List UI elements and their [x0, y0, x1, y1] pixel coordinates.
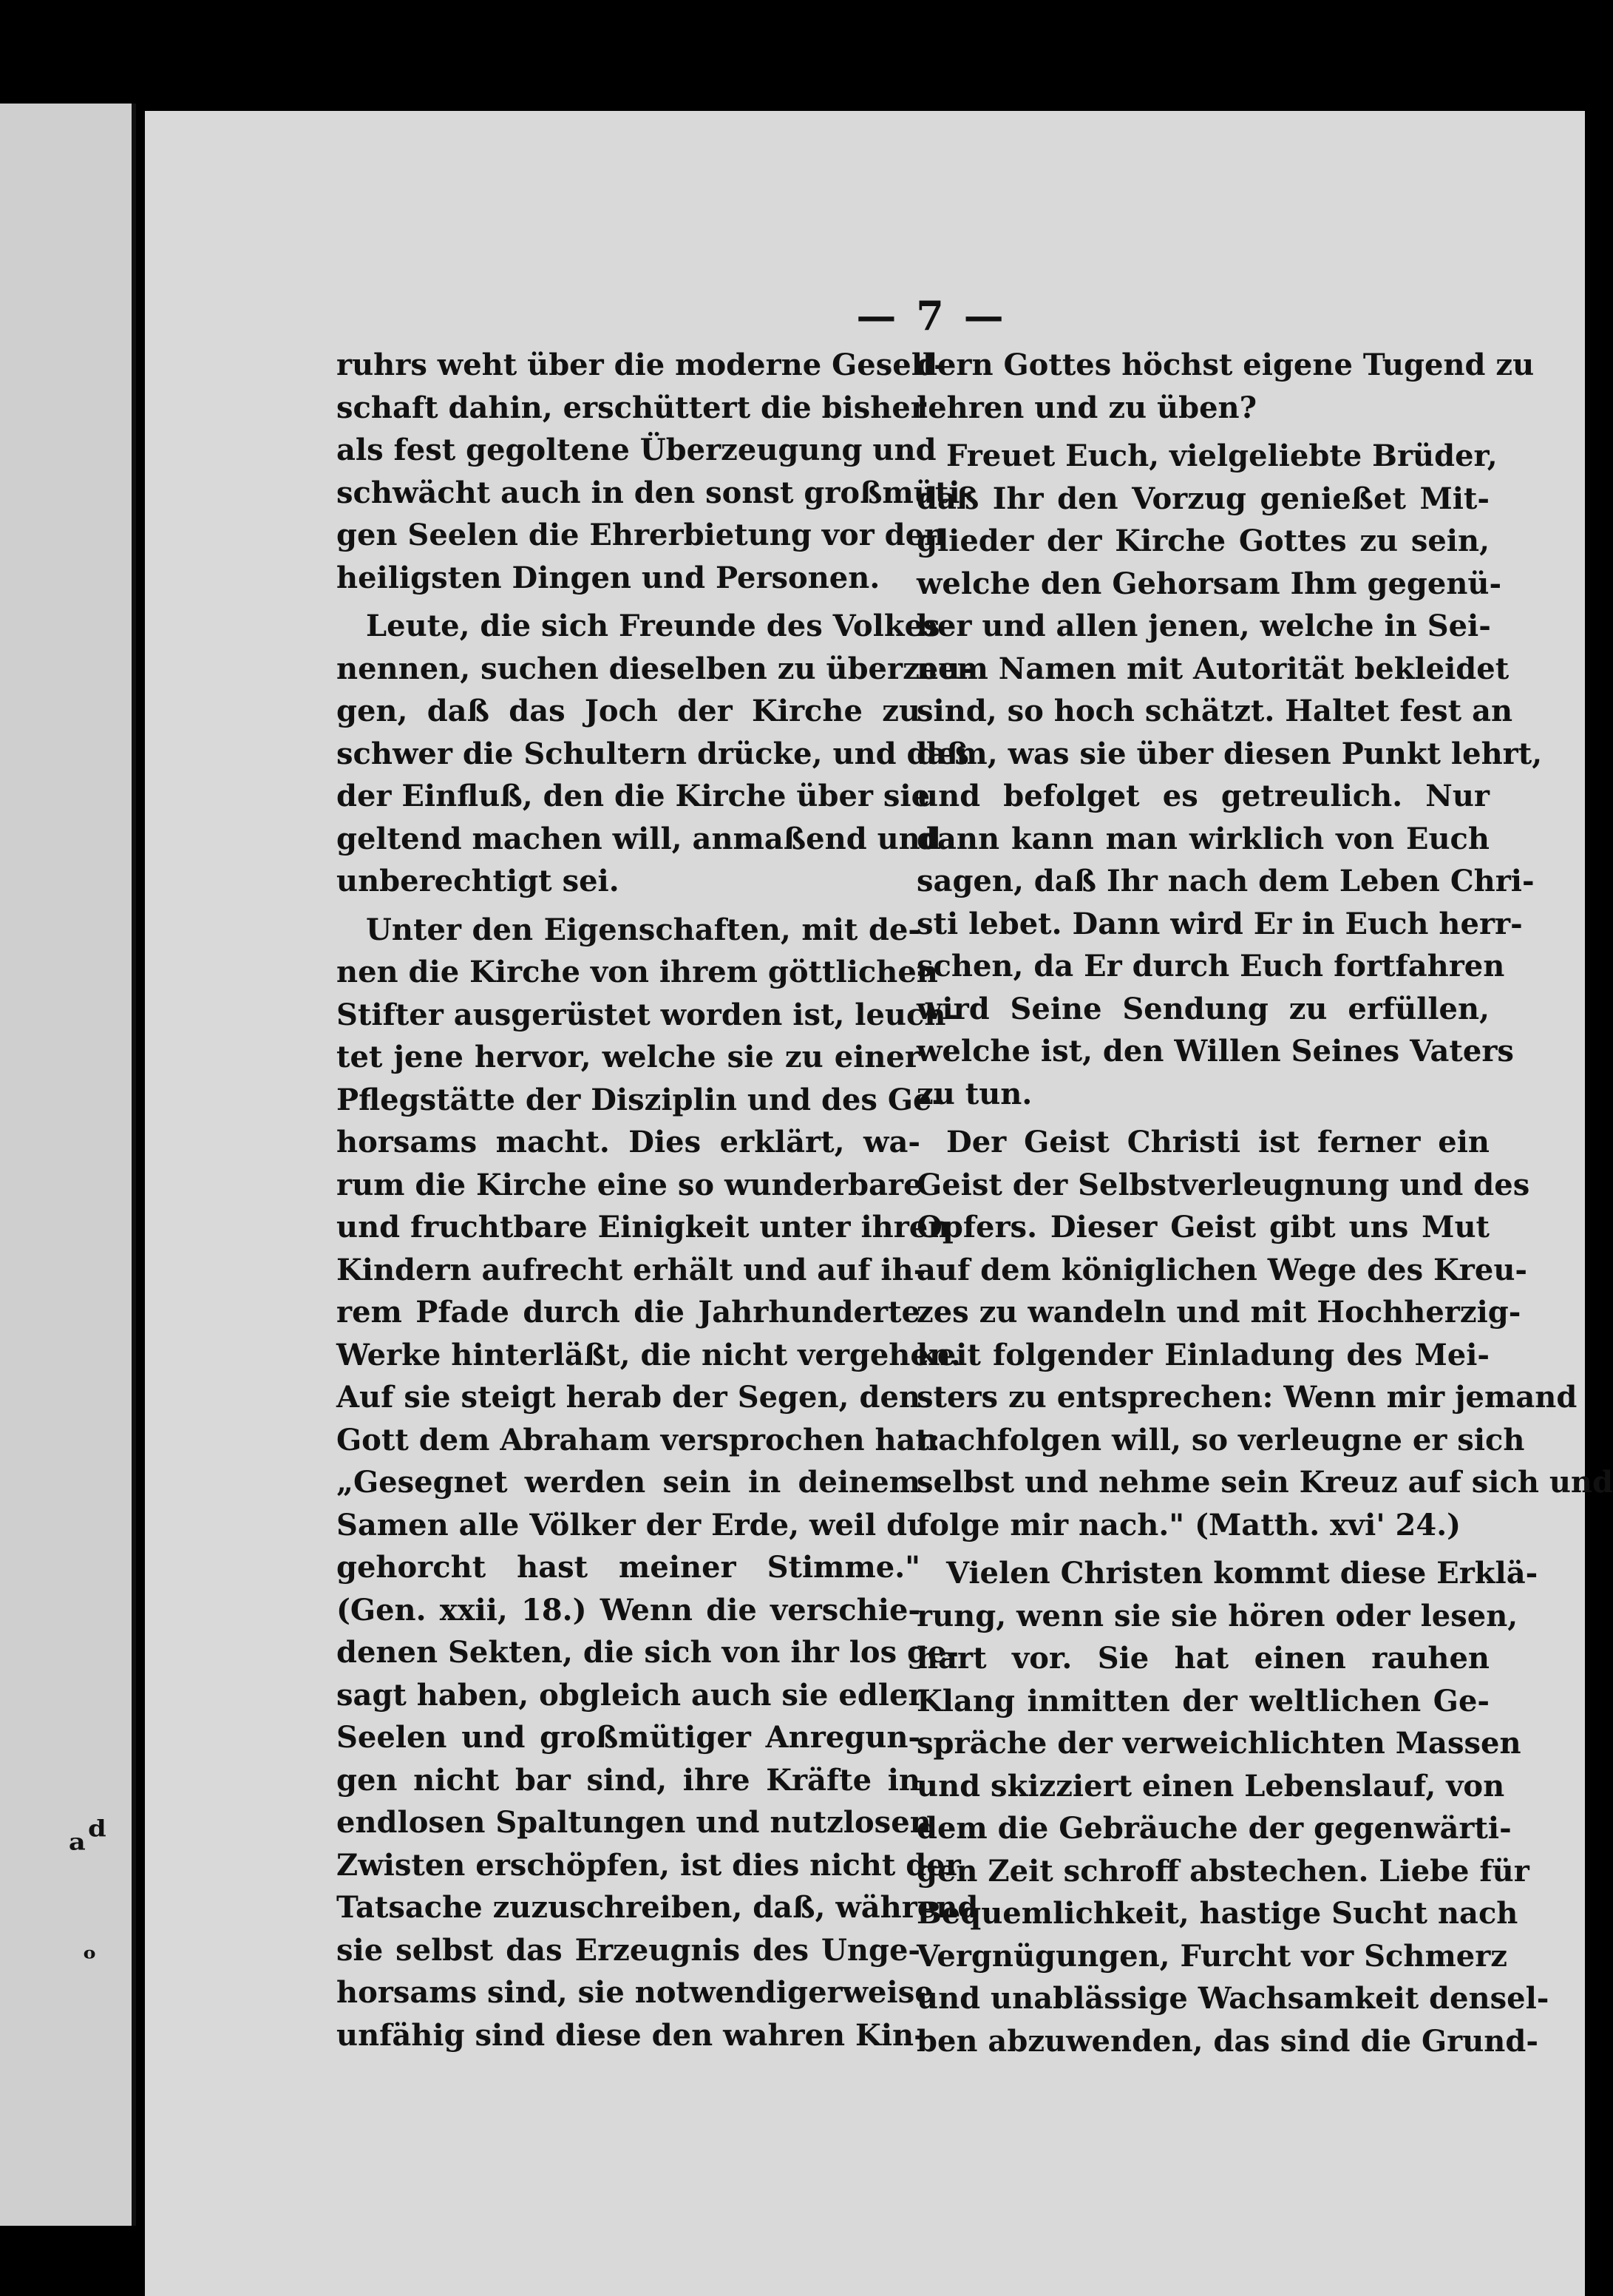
text-line: tet jene hervor, welche sie zu einer: [336, 1040, 920, 1074]
text-line: Der Geist Christi ist ferner ein: [946, 1125, 1490, 1159]
text-line: Stifter ausgerüstet worden ist, leuch-: [336, 997, 959, 1032]
text-line: Gott dem Abraham versprochen hat:: [336, 1422, 940, 1457]
text-line: „Gesegnet werden sein in deinem: [336, 1465, 920, 1500]
text-line: endlosen Spaltungen und nutzlosen: [336, 1805, 931, 1840]
text-line: Leute, die sich Freunde des Volkes: [366, 609, 940, 643]
text-line: gen nicht bar sind, ihre Kräfte in: [336, 1762, 920, 1798]
text-line: sagt haben, obgleich auch sie edler: [336, 1677, 924, 1713]
previous-page-edge: [0, 104, 133, 2226]
text-line: sters zu entsprechen: Wenn mir jemand: [917, 1380, 1578, 1415]
text-line: selbst und nehme sein Kreuz auf sich und: [917, 1465, 1613, 1500]
text-line: Vergnügungen, Furcht vor Schmerz: [917, 1938, 1508, 1974]
page-edge-line: [132, 104, 136, 2226]
text-line: nennen, suchen dieselben zu überzeu-: [336, 651, 972, 686]
text-line: rem Pfade durch die Jahrhunderte: [336, 1295, 920, 1330]
paragraph-gap: [917, 429, 1490, 435]
paragraph-gap: [336, 599, 920, 605]
text-line: hart vor. Sie hat einen rauhen: [917, 1641, 1490, 1676]
text-line: Samen alle Völker der Erde, weil du: [336, 1507, 929, 1542]
text-line: folge mir nach." (Matth. xvi' 24.): [917, 1507, 1461, 1542]
text-line: horsams macht. Dies erklärt, wa-: [336, 1125, 920, 1159]
paragraph-gap: [336, 903, 920, 909]
text-line: dem, was sie über diesen Punkt lehrt,: [917, 736, 1543, 771]
text-line: rum die Kirche eine so wunderbare: [336, 1167, 923, 1202]
margin-mark: ₒ: [83, 1931, 97, 1966]
text-line: sagen, daß Ihr nach dem Leben Chri-: [917, 864, 1535, 898]
text-line: Bequemlichkeit, hastige Sucht nach: [917, 1896, 1518, 1931]
text-line: zu tun.: [917, 1076, 1033, 1111]
text-line: gehorcht hast meiner Stimme.": [336, 1550, 920, 1585]
text-line: Vielen Christen kommt diese Erklä-: [946, 1556, 1538, 1591]
text-line: und fruchtbare Einigkeit unter ihren: [336, 1210, 950, 1244]
text-line: schwächt auch in den sonst großmüti-: [336, 475, 973, 510]
text-line: schaft dahin, erschüttert die bisher: [336, 390, 926, 425]
text-line: glieder der Kirche Gottes zu sein,: [917, 524, 1490, 558]
text-line: und skizziert einen Lebenslauf, von: [917, 1768, 1505, 1804]
text-line: dann kann man wirklich von Euch: [917, 821, 1490, 856]
text-line: und unablässige Wachsamkeit densel-: [917, 1981, 1549, 2016]
text-line: unberechtigt sei.: [336, 864, 619, 898]
text-line: sind, so hoch schätzt. Haltet fest an: [917, 694, 1513, 728]
text-line: Seelen und großmütiger Anregun-: [336, 1720, 920, 1755]
margin-mark: ₐᵈ: [68, 1812, 108, 1860]
right-text-column: [917, 344, 1613, 2062]
text-line: horsams sind, sie notwendigerweise: [336, 1975, 934, 2010]
text-line: unfähig sind diese den wahren Kin-: [336, 2017, 926, 2053]
text-line: und befolget es getreulich. Nur: [917, 779, 1490, 813]
page-number: — 7 —: [856, 292, 1007, 339]
text-line: Auf sie steigt herab der Segen, den: [336, 1380, 920, 1415]
text-line: gen Zeit schroff abstechen. Liebe für: [917, 1853, 1529, 1889]
text-line: Opfers. Dieser Geist gibt uns Mut: [917, 1210, 1490, 1244]
text-line: keit folgender Einladung des Mei-: [917, 1337, 1490, 1372]
text-line: dem die Gebräuche der gegenwärti-: [917, 1811, 1512, 1846]
text-line: denen Sekten, die sich von ihr los ge-: [336, 1635, 960, 1670]
text-line: heiligsten Dingen und Personen.: [336, 560, 880, 595]
text-line: Tatsache zuzuschreiben, daß, während: [336, 1890, 979, 1925]
text-line: geltend machen will, anmaßend und: [336, 821, 941, 856]
text-line: ben abzuwenden, das sind die Grund-: [917, 2023, 1538, 2059]
text-line: gen, daß das Joch der Kirche zu: [336, 694, 920, 728]
text-line: nachfolgen will, so verleugne er sich: [917, 1422, 1525, 1457]
text-line: sti lebet. Dann wird Er in Euch herr-: [917, 906, 1523, 941]
text-line: als fest gegoltene Überzeugung und: [336, 433, 937, 467]
text-line: dern Gottes höchst eigene Tugend zu: [917, 348, 1535, 382]
text-line: zes zu wandeln und mit Hochherzig-: [917, 1295, 1521, 1330]
text-line: spräche der verweichlichten Massen: [917, 1726, 1521, 1761]
text-line: welche ist, den Willen Seines Vaters: [917, 1034, 1514, 1069]
text-line: Freuet Euch, vielgeliebte Brüder,: [946, 438, 1498, 473]
text-line: schen, da Er durch Euch fortfahren: [917, 949, 1505, 983]
text-line: Geist der Selbstverleugnung und des: [917, 1167, 1530, 1202]
text-line: sie selbst das Erzeugnis des Unge-: [336, 1932, 920, 1968]
text-line: auf dem königlichen Wege des Kreu-: [917, 1252, 1528, 1287]
text-line: daß Ihr den Vorzug genießet Mit-: [917, 481, 1490, 516]
text-line: Unter den Eigenschaften, mit de-: [366, 912, 920, 947]
paragraph-gap: [917, 1115, 1490, 1121]
text-line: wird Seine Sendung zu erfüllen,: [917, 991, 1490, 1026]
text-line: (Gen. xxii, 18.) Wenn die verschie-: [336, 1592, 920, 1628]
paragraph-gap: [917, 1546, 1490, 1552]
text-line: welche den Gehorsam Ihm gegenü-: [917, 566, 1502, 601]
text-line: lehren und zu üben?: [917, 390, 1257, 425]
text-line: schwer die Schultern drücke, und daß: [336, 736, 969, 771]
text-line: rung, wenn sie sie hören oder lesen,: [917, 1598, 1518, 1633]
text-line: gen Seelen die Ehrerbietung vor den: [336, 518, 946, 552]
text-line: ber und allen jenen, welche in Sei-: [917, 609, 1491, 643]
text-line: nen die Kirche von ihrem göttlichen: [336, 955, 938, 989]
text-line: Zwisten erschöpfen, ist dies nicht der: [336, 1847, 961, 1883]
text-line: ruhrs weht über die moderne Gesell-: [336, 348, 946, 382]
text-line: Werke hinterläßt, die nicht vergehen.: [336, 1337, 961, 1372]
text-line: der Einfluß, den die Kirche über sie: [336, 779, 931, 813]
text-line: Pflegstätte der Disziplin und des Ge-: [336, 1082, 945, 1117]
text-line: Kindern aufrecht erhält und auf ih-: [336, 1252, 926, 1287]
text-line: Klang inmitten der weltlichen Ge-: [917, 1683, 1490, 1718]
text-line: nem Namen mit Autorität bekleidet: [917, 651, 1510, 686]
